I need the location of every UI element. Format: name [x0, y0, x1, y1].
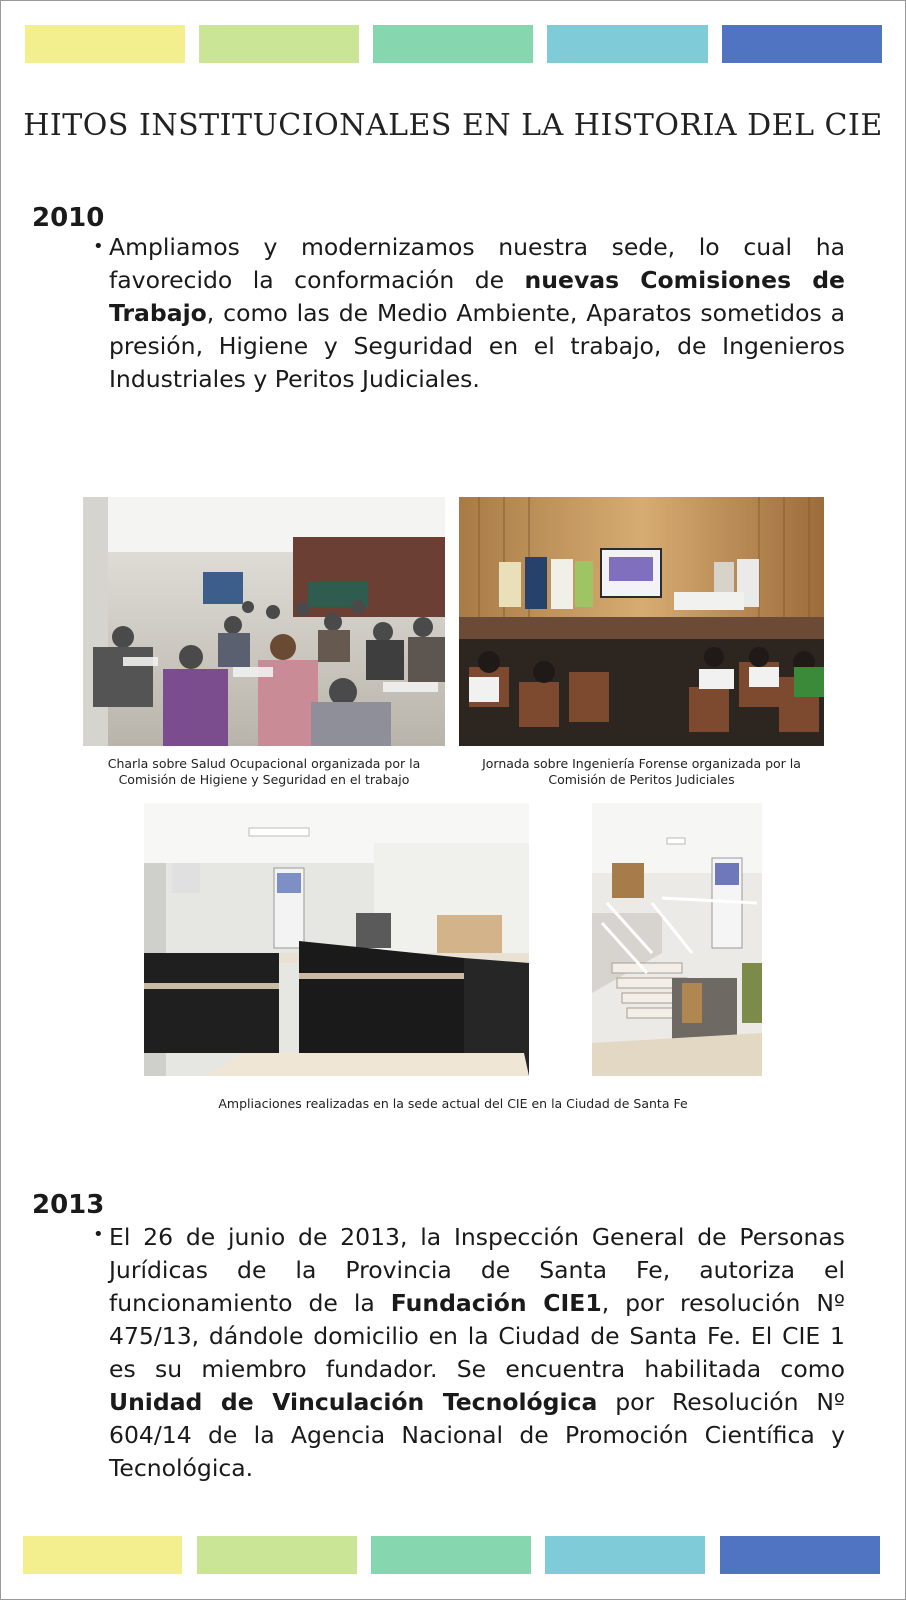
- caption-photo-jornada: Jornada sobre Ingeniería Forense organizada por la Comisión de Peritos Judiciales: [482, 756, 801, 787]
- stripe-blue: [722, 25, 882, 63]
- stripe-yellow: [23, 1536, 182, 1574]
- caption-ampliaciones: Ampliaciones realizadas en la sede actual del CIE en la Ciudad de Santa Fe: [218, 1096, 688, 1111]
- stripe-blue: [720, 1536, 880, 1574]
- photo-charla-salud-ocupacional: [83, 497, 445, 746]
- paragraph-2010: Ampliamos y modernizamos nuestra sede, lo cual ha favorecido la conformación de nuevas Comisiones de Trabajo, como las de Medio Ambiente, Aparatos sometidos a presión, Higiene y Seguridad en el trabajo, de Ingenieros Industriales y Peritos Judiciales.: [109, 233, 845, 393]
- stripe-lightgreen: [199, 25, 359, 63]
- page-title: HITOS INSTITUCIONALES EN LA HISTORIA DEL CIE: [23, 108, 883, 143]
- stripe-yellow: [25, 25, 185, 63]
- photo-sede-recepcion: [144, 803, 529, 1076]
- bullet-icon: •: [93, 1224, 104, 1245]
- photo-sede-escalera: [592, 803, 762, 1076]
- year-2010: 2010: [32, 203, 105, 233]
- stripe-cyan: [545, 1536, 705, 1574]
- year-2013: 2013: [32, 1190, 105, 1220]
- bullet-icon: •: [93, 236, 104, 257]
- caption-photo-charla: Charla sobre Salud Ocupacional organizada por la Comisión de Higiene y Seguridad en el trabajo: [107, 756, 421, 787]
- stripe-mint: [371, 1536, 531, 1574]
- stripe-mint: [373, 25, 533, 63]
- paragraph-2013: El 26 de junio de 2013, la Inspección General de Personas Jurídicas de la Provincia de Santa Fe, autoriza el funcionamiento de la Fundación CIE1, por resolución Nº 475/13, dándole domicilio en la Ciudad de Santa Fe. El CIE 1 es su miembro fundador. Se encuentra habilitada como Unidad de Vinculación Tecnológica por Resolución Nº 604/14 de la Agencia Nacional de Promoción Científica y Tecnológica.: [109, 1223, 846, 1482]
- photo-jornada-ingenieria-forense: [459, 497, 824, 746]
- stripe-cyan: [547, 25, 708, 63]
- stripe-lightgreen: [197, 1536, 357, 1574]
